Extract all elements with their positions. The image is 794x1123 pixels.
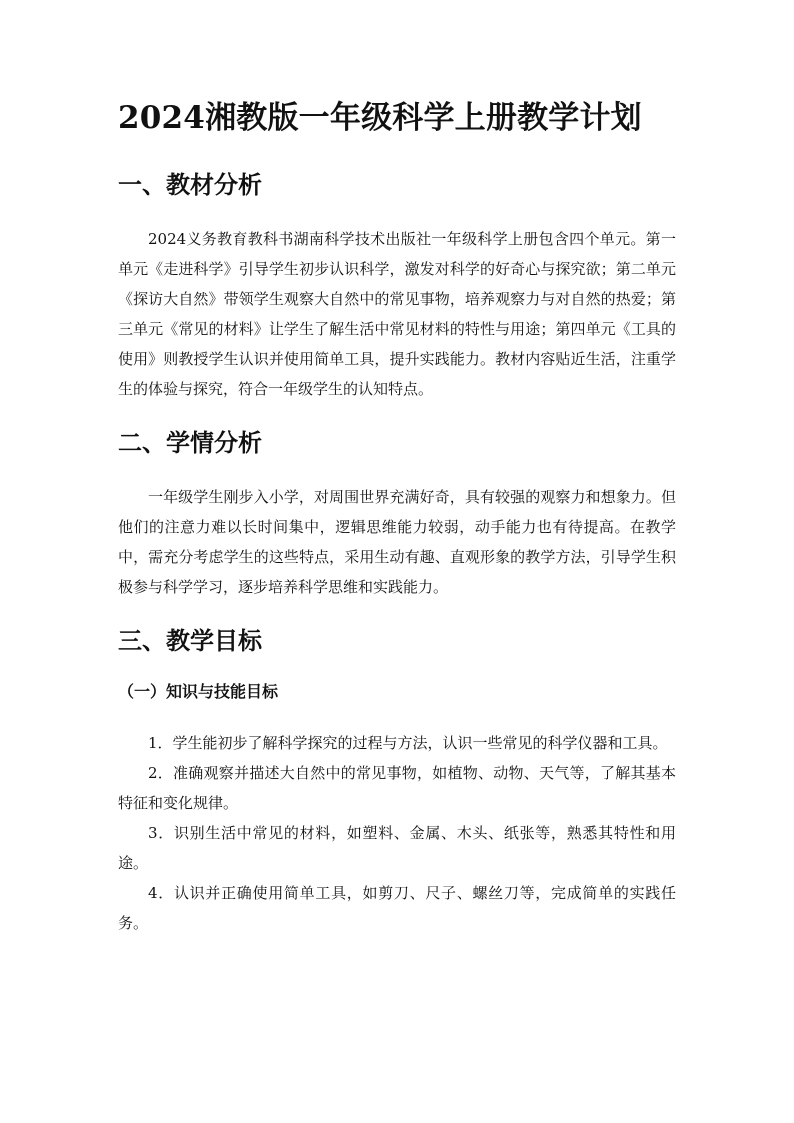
spacer <box>118 602 676 620</box>
section-paragraph: 2024义务教育教科书湖南科学技术出版社一年级科学上册包含四个单元。第一单元《走进科学》引导学生初步认识科学，激发对科学的好奇心与探究欲；第二单元《探访大自然》带领学生观察大自然中的常见事物，培养观察力与对自然的热爱；第三单元《常见的材料》让学生了解生活中常见材料的特性与用途；第四单元《工具的使用》则教授学生认识并使用简单工具，提升实践能力。教材内容贴近生活，注重学生的体验与探究，符合一年级学生的认知特点。 <box>118 230 676 398</box>
list-item: 1．学生能初步了解科学探究的过程与方法，认识一些常见的科学仪器和工具。 <box>148 734 668 752</box>
list-item: 3．识别生活中常见的材料，如塑料、金属、木头、纸张等，熟悉其特性和用途。 <box>118 824 676 872</box>
section-heading: 三、教学目标 <box>118 626 262 655</box>
document-title: 2024湘教版一年级科学上册教学计划 <box>118 100 642 136</box>
spacer <box>118 662 676 680</box>
section-heading: 一、教材分析 <box>118 170 262 199</box>
section-paragraph: 一年级学生刚步入小学，对周围世界充满好奇，具有较强的观察力和想象力。但他们的注意力难以长时间集中，逻辑思维能力较弱，动手能力也有待提高。在教学中，需充分考虑学生的这些特点，采用生动有趣、直观形象的教学方法，引导学生积极参与科学学习，逐步培养科学思维和实践能力。 <box>118 488 676 596</box>
list-item: 4．认识并正确使用简单工具，如剪刀、尺子、螺丝刀等，完成简单的实践任务。 <box>118 884 676 932</box>
spacer <box>118 206 676 224</box>
section-textbook-analysis <box>118 164 676 404</box>
subsection-heading: （一）知识与技能目标 <box>118 682 279 701</box>
spacer <box>118 404 676 422</box>
spacer <box>118 464 676 482</box>
spacer <box>118 704 676 728</box>
section-student-analysis <box>118 422 676 602</box>
section-teaching-goals <box>118 620 676 938</box>
spacer <box>118 144 676 164</box>
section-heading: 二、学情分析 <box>118 428 262 457</box>
list-item: 2．准确观察并描述大自然中的常见事物，如植物、动物、天气等，了解其基本特征和变化规律。 <box>118 764 676 812</box>
